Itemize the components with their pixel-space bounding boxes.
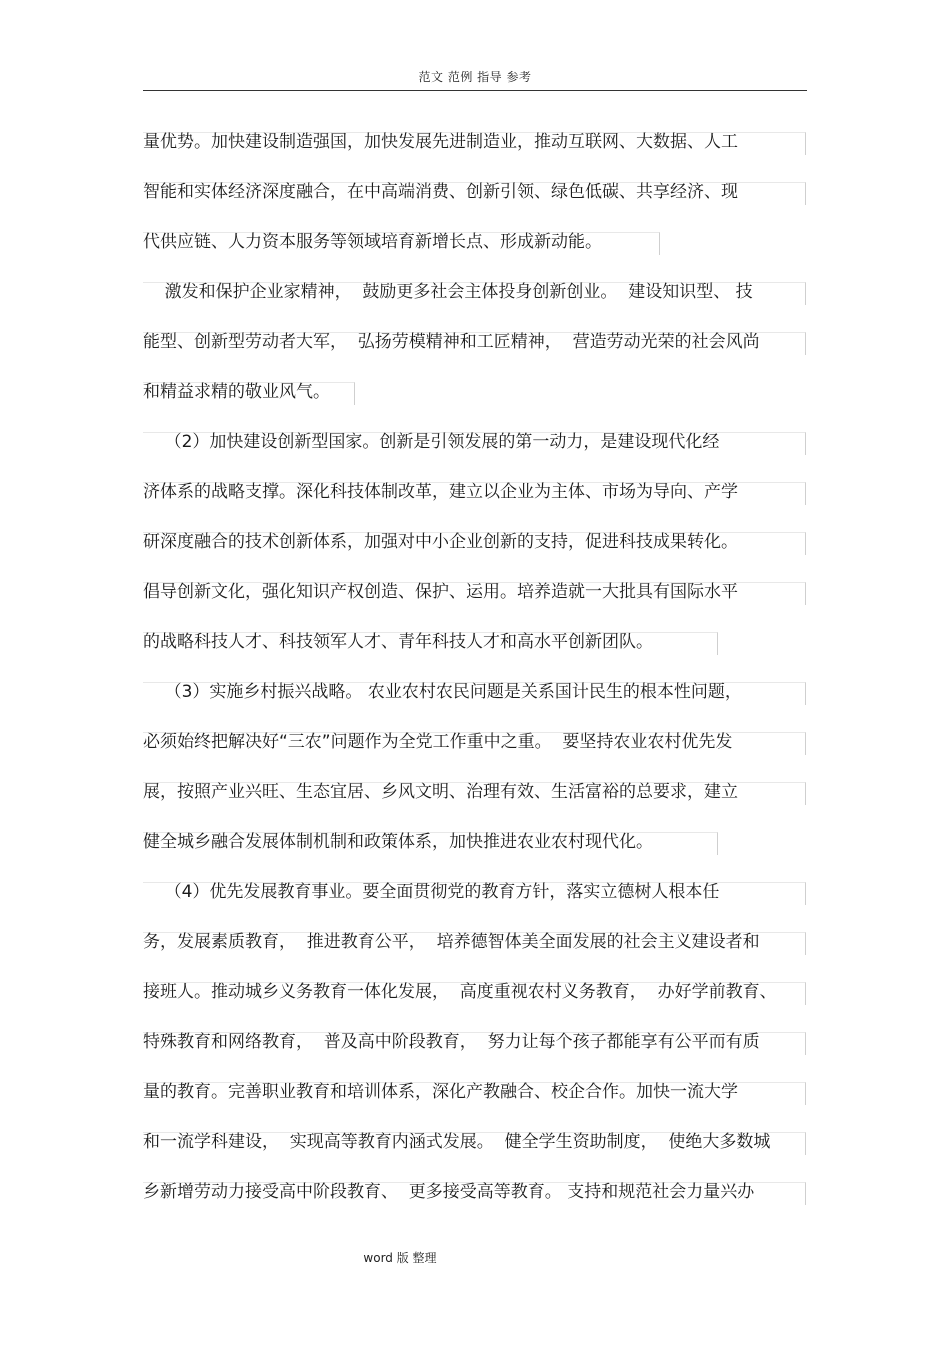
text-line: 展，按照产业兴旺、生态宜居、乡风文明、治理有效、生活富裕的总要求，建立 — [143, 782, 738, 802]
text-line: 务，发展素质教育， 推进教育公平， 培养德智体美全面发展的社会主义建设者和 — [143, 932, 760, 952]
text-line: 智能和实体经济深度融合，在中高端消费、创新引领、绿色低碳、共享经济、现 — [143, 182, 738, 202]
header-rule — [143, 90, 807, 91]
text-line: 代供应链、人力资本服务等领域培育新增长点、形成新动能。 — [143, 232, 602, 252]
text-line: 量的教育。完善职业教育和培训体系，深化产教融合、校企合作。加快一流大学 — [143, 1082, 738, 1102]
text-line: 和精益求精的敬业风气。 — [143, 382, 330, 402]
text-line: 的战略科技人才、科技领军人才、青年科技人才和高水平创新团队。 — [143, 632, 653, 652]
text-line: 量优势。加快建设制造强国，加快发展先进制造业，推动互联网、大数据、人工 — [143, 132, 738, 152]
text-line: 倡导创新文化，强化知识产权创造、保护、运用。培养造就一大批具有国际水平 — [143, 582, 738, 602]
text-line: 健全城乡融合发展体制机制和政策体系，加快推进农业农村现代化。 — [143, 832, 653, 852]
text-line: 济体系的战略支撑。深化科技体制改革，建立以企业为主体、市场为导向、产学 — [143, 482, 738, 502]
page-header: 范文 范例 指导 参考 — [418, 70, 532, 84]
text-line: 接班人。推动城乡义务教育一体化发展， 高度重视农村义务教育， 办好学前教育、 — [143, 982, 777, 1002]
text-line: （4）优先发展教育事业。要全面贯彻党的教育方针，落实立德树人根本任 — [143, 882, 720, 902]
text-line: 能型、创新型劳动者大军， 弘扬劳模精神和工匠精神， 营造劳动光荣的社会风尚 — [143, 332, 760, 352]
text-line: 特殊教育和网络教育， 普及高中阶段教育， 努力让每个孩子都能享有公平而有质 — [143, 1032, 760, 1052]
text-line: （2）加快建设创新型国家。创新是引领发展的第一动力，是建设现代化经 — [143, 432, 720, 452]
text-line: 研深度融合的技术创新体系，加强对中小企业创新的支持，促进科技成果转化。 — [143, 532, 738, 552]
text-line: 激发和保护企业家精神， 鼓励更多社会主体投身创新创业。 建设知识型、 技 — [143, 282, 753, 302]
text-line: 必须始终把解决好“三农”问题作为全党工作重中之重。 要坚持农业农村优先发 — [143, 732, 733, 752]
text-line: 和一流学科建设， 实现高等教育内涵式发展。 健全学生资助制度， 使绝大多数城 — [143, 1132, 771, 1152]
text-line: （3）实施乡村振兴战略。 农业农村农民问题是关系国计民生的根本性问题， — [143, 682, 742, 702]
page-footer: word 版 整理 — [363, 1251, 437, 1265]
text-line: 乡新增劳动力接受高中阶段教育、 更多接受高等教育。 支持和规范社会力量兴办 — [143, 1182, 755, 1202]
